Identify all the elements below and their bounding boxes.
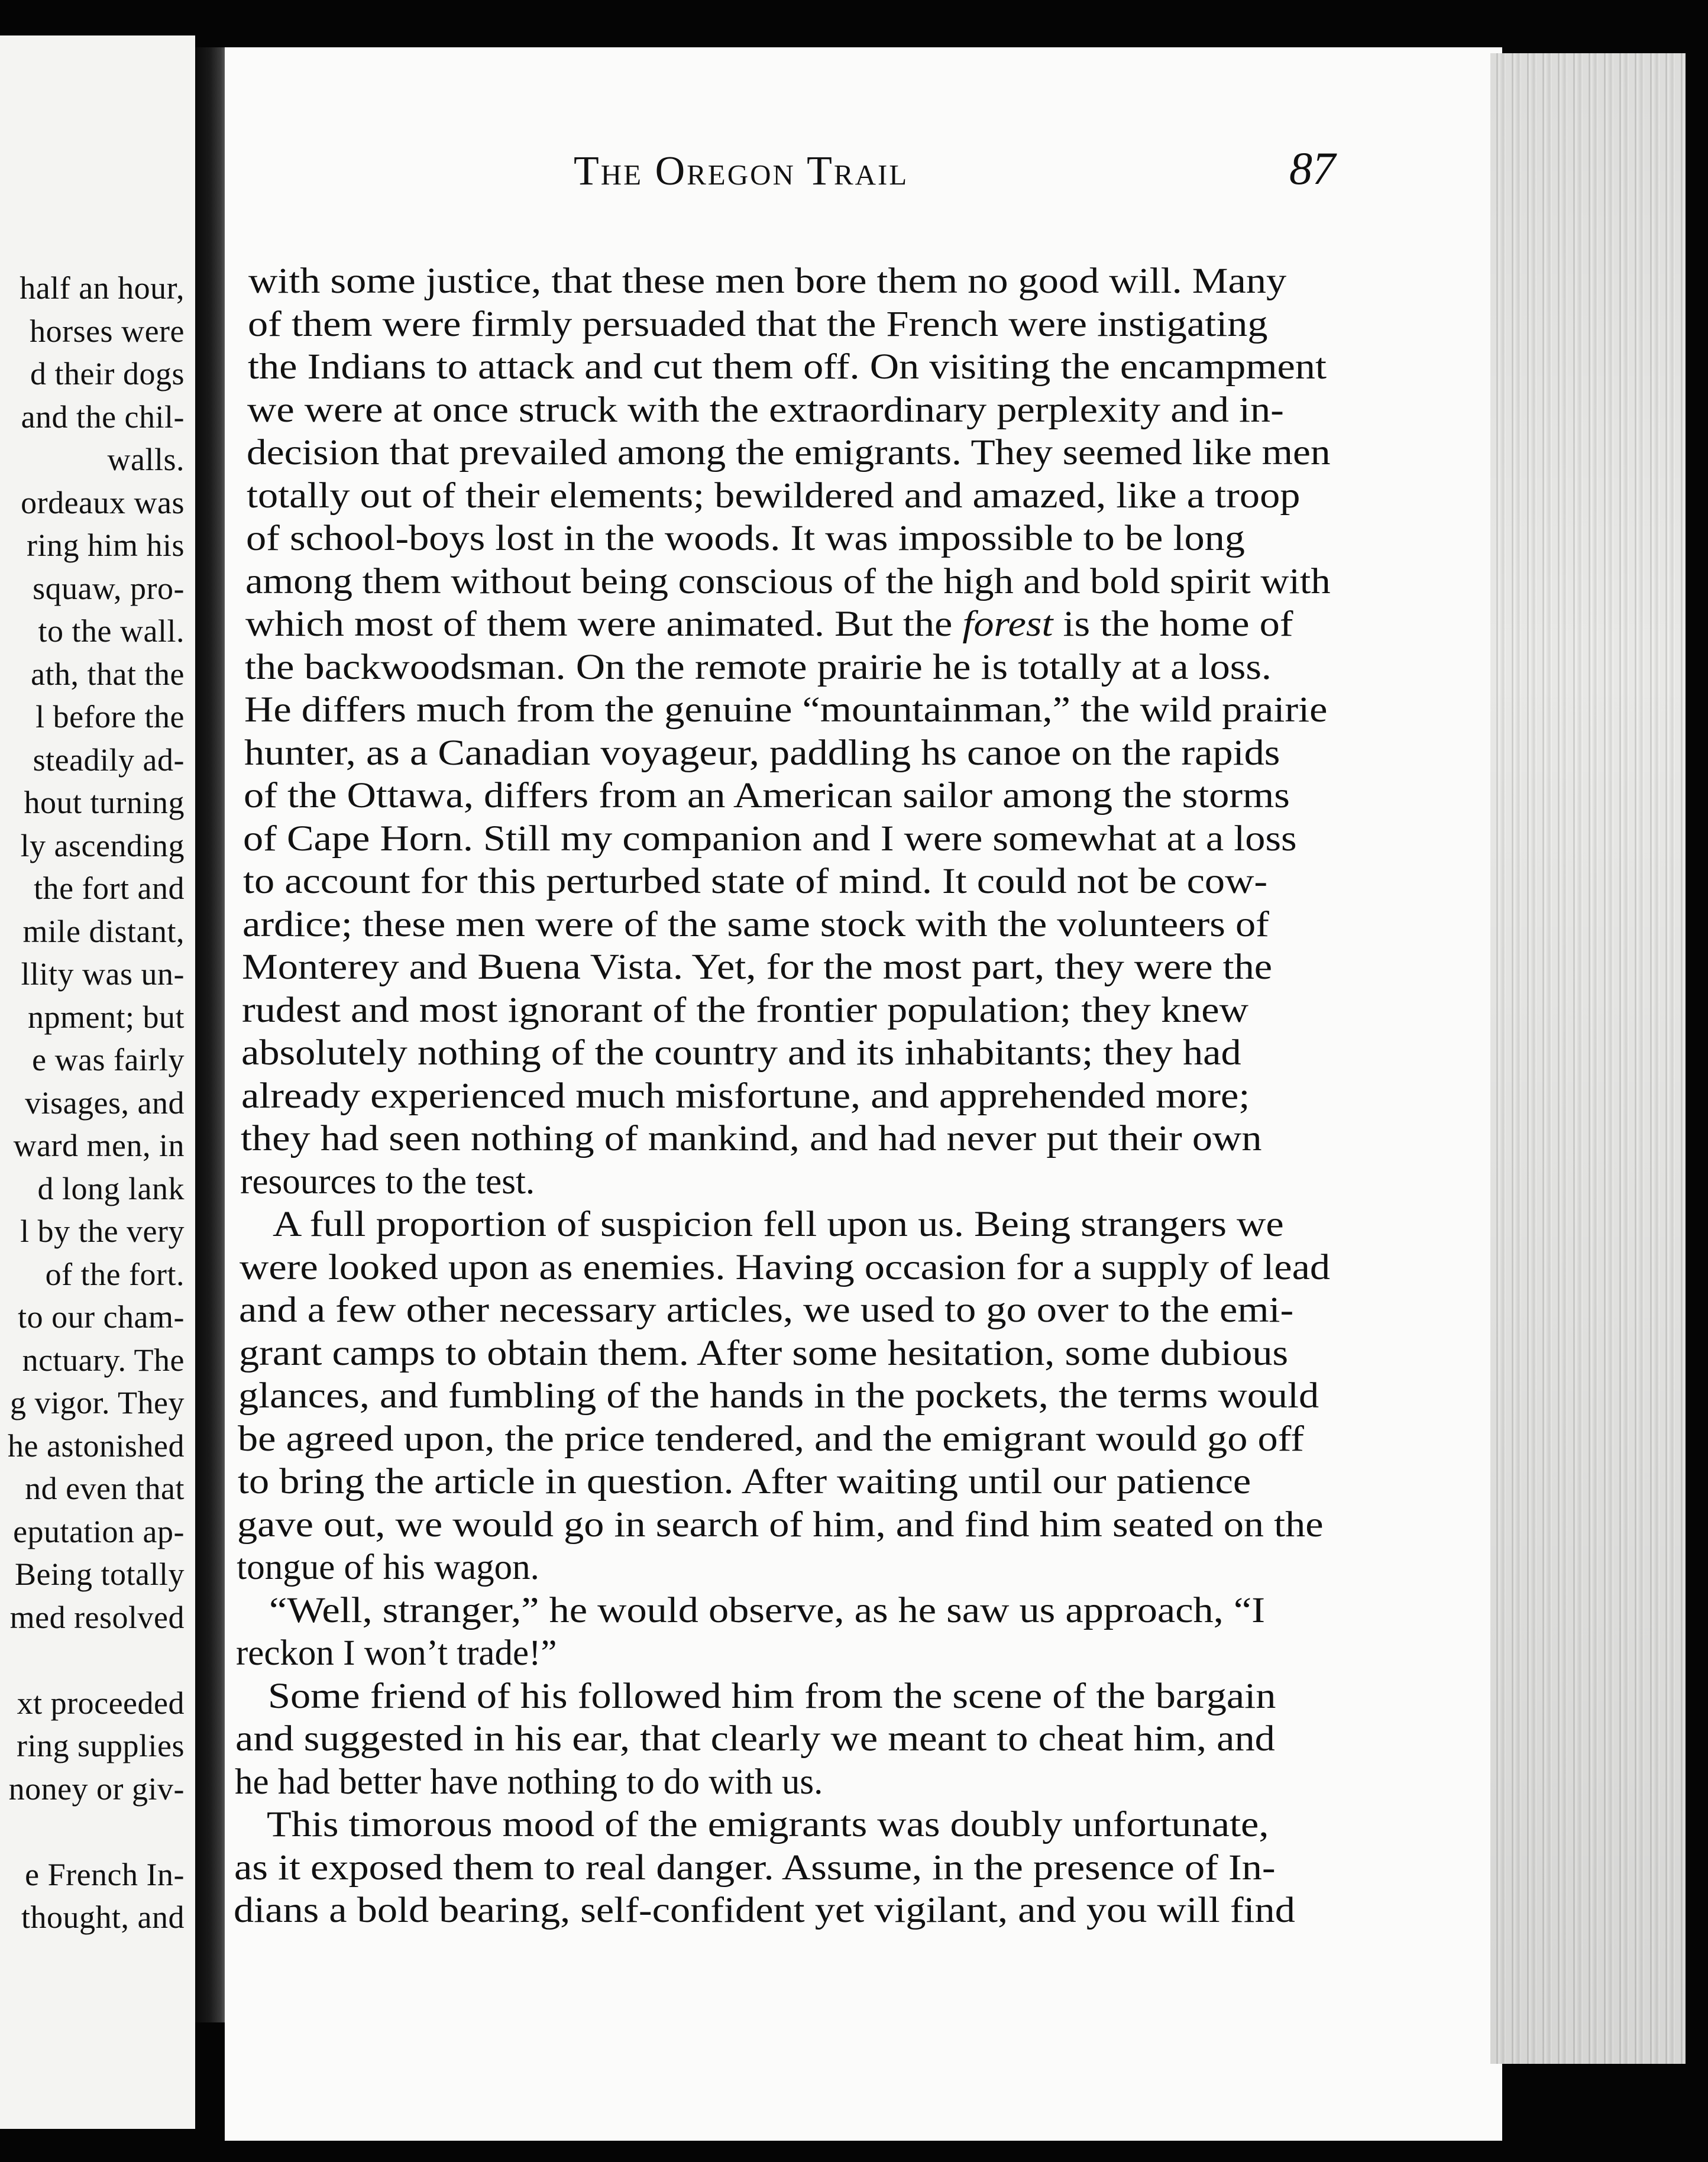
body-text-line: among them without being conscious of the high and bold spirit with xyxy=(245,561,1331,601)
left-page-text-line: ordeaux was xyxy=(21,484,185,520)
left-page-text-line: g vigor. They xyxy=(10,1385,185,1420)
body-text-line: hunter, as a Canadian voyageur, paddling hs canoe on the rapids xyxy=(244,733,1280,773)
left-page-text-line: thought, and xyxy=(21,1899,185,1935)
body-text-line: tongue of his wagon. xyxy=(237,1548,539,1587)
left-page-text-line: walls. xyxy=(107,442,185,477)
left-page-text-line: to the wall. xyxy=(38,613,185,649)
left-page-text-line: mile distant, xyxy=(22,913,185,949)
left-page-text-line: d their dogs xyxy=(30,356,185,391)
body-text-line: he had better have nothing to do with us. xyxy=(234,1762,823,1802)
body-text-line: and a few other necessary articles, we used to go over to the emi- xyxy=(239,1290,1294,1330)
body-text-line: the Indians to attack and cut them off. On visiting the encampment xyxy=(247,347,1327,387)
body-text-line: decision that prevailed among the emigrants. They seemed like men xyxy=(247,433,1331,472)
left-page-text-line: he astonished xyxy=(8,1428,185,1464)
body-text-line: of school-boys lost in the woods. It was impossible to be long xyxy=(246,519,1245,558)
body-text-line: reckon I won’t trade!” xyxy=(235,1633,557,1673)
left-page-text-line: nd even that xyxy=(25,1471,185,1506)
body-text-line: Monterey and Buena Vista. Yet, for the most part, they were the xyxy=(242,947,1273,987)
left-page-text-line: ring supplies xyxy=(17,1728,185,1763)
body-text-line: to account for this perturbed state of mind. It could not be cow- xyxy=(242,862,1267,901)
left-page-text-line: e French In- xyxy=(25,1856,185,1892)
left-page-text-line: ath, that the xyxy=(31,656,185,692)
body-text-line: of Cape Horn. Still my companion and I were somewhat at a loss xyxy=(243,818,1298,859)
body-text-line: they had seen nothing of mankind, and had never put their own xyxy=(240,1119,1262,1158)
body-text-line: with some justice, that these men bore them no good will. Many xyxy=(248,261,1287,301)
left-page-text-line: xt proceeded xyxy=(17,1685,185,1721)
body-text-line: already experienced much misfortune, and apprehended more; xyxy=(241,1076,1250,1116)
left-page-text-line: nctuary. The xyxy=(22,1342,185,1378)
body-text-line: of the Ottawa, differs from an American sailor among the storms xyxy=(244,776,1290,815)
left-page-text-line: l by the very xyxy=(20,1213,185,1249)
italic-word: forest xyxy=(962,604,1053,644)
body-text-line: ardice; these men were of the same stock with the volunteers of xyxy=(242,904,1269,944)
left-page-text-line: horses were xyxy=(30,313,185,349)
left-page-text-line: npment; but xyxy=(28,999,185,1035)
left-page-text-line: hout turning xyxy=(24,785,185,820)
body-text-line: and suggested in his ear, that clearly we meant to cheat him, and xyxy=(235,1719,1275,1759)
left-page-text-line: llity was un- xyxy=(21,956,185,992)
left-page-text-line: ring him his xyxy=(26,527,185,563)
body-text-line: of them were firmly persuaded that the French were instigating xyxy=(248,304,1268,344)
body-text-line: as it exposed them to real danger. Assume, in the presence of In- xyxy=(234,1847,1276,1888)
left-page-text-line: squaw, pro- xyxy=(33,570,185,606)
left-page-text-line: l before the xyxy=(35,699,185,734)
body-text-line: glances, and fumbling of the hands in the pockets, the terms would xyxy=(238,1376,1319,1416)
page-number: 87 xyxy=(1289,143,1335,194)
left-page-text-line: noney or giv- xyxy=(8,1771,185,1807)
left-page-fragment xyxy=(0,35,195,2129)
left-page-text-line: visages, and xyxy=(25,1085,185,1121)
running-header: The Oregon Trail xyxy=(574,148,909,194)
left-page-text-line: med resolved xyxy=(9,1599,185,1635)
body-text-line: be agreed upon, the price tendered, and the emigrant would go off xyxy=(238,1419,1305,1459)
body-text-line: “Well, stranger,” he would observe, as he saw us approach, “I xyxy=(269,1590,1265,1630)
left-page-text-line: eputation ap- xyxy=(13,1513,185,1549)
left-page-text-line: e was fairly xyxy=(32,1042,185,1077)
left-page-text-line: steadily ad- xyxy=(33,742,185,778)
left-page-text-line: ward men, in xyxy=(13,1128,185,1163)
left-page-text-line: of the fort. xyxy=(45,1256,185,1292)
body-text-line: we were at once struck with the extraordinary perplexity and in- xyxy=(247,390,1284,430)
body-text-line: rudest and most ignorant of the frontier population; they knew xyxy=(241,990,1248,1030)
body-text-line: absolutely nothing of the country and its inhabitants; they had xyxy=(241,1033,1241,1073)
body-text-line: were looked upon as enemies. Having occasion for a supply of lead xyxy=(239,1247,1330,1287)
body-text-line: He differs much from the genuine “mountainman,” the wild prairie xyxy=(244,690,1328,730)
page-edges-shadow xyxy=(1490,53,1686,2064)
body-text-line: the backwoodsman. On the remote prairie he is totally at a loss. xyxy=(245,647,1272,687)
body-text-line: to bring the article in question. After waiting until our patience xyxy=(237,1462,1251,1501)
body-text-line: A full proportion of suspicion fell upon us. Being strangers we xyxy=(272,1205,1284,1244)
body-text-line: grant camps to obtain them. After some hesitation, some dubious xyxy=(238,1333,1288,1373)
body-text-line: resources to the test. xyxy=(240,1161,535,1202)
body-text-line: Some friend of his followed him from the scene of the bargain xyxy=(268,1676,1276,1716)
left-page-text-line: to our cham- xyxy=(18,1299,185,1335)
body-text-line: This timorous mood of the emigrants was doubly unfortunate, xyxy=(267,1805,1269,1844)
left-page-text-line: Being totally xyxy=(15,1556,185,1592)
body-text-line: which most of them were animated. But the forest is the home of xyxy=(245,604,1293,644)
body-text-line: totally out of their elements; bewildered and amazed, like a troop xyxy=(246,475,1301,516)
left-page-text-line: and the chil- xyxy=(21,399,185,435)
left-page-text-line: ly ascending xyxy=(20,827,185,863)
left-page-text-line: the fort and xyxy=(34,870,185,906)
left-page-text-line: half an hour, xyxy=(20,270,185,306)
left-page-text-line: d long lank xyxy=(37,1170,185,1206)
body-text-line: gave out, we would go in search of him, and find him seated on the xyxy=(237,1504,1324,1545)
body-text-line: dians a bold bearing, self-confident yet vigilant, and you will find xyxy=(234,1891,1295,1930)
